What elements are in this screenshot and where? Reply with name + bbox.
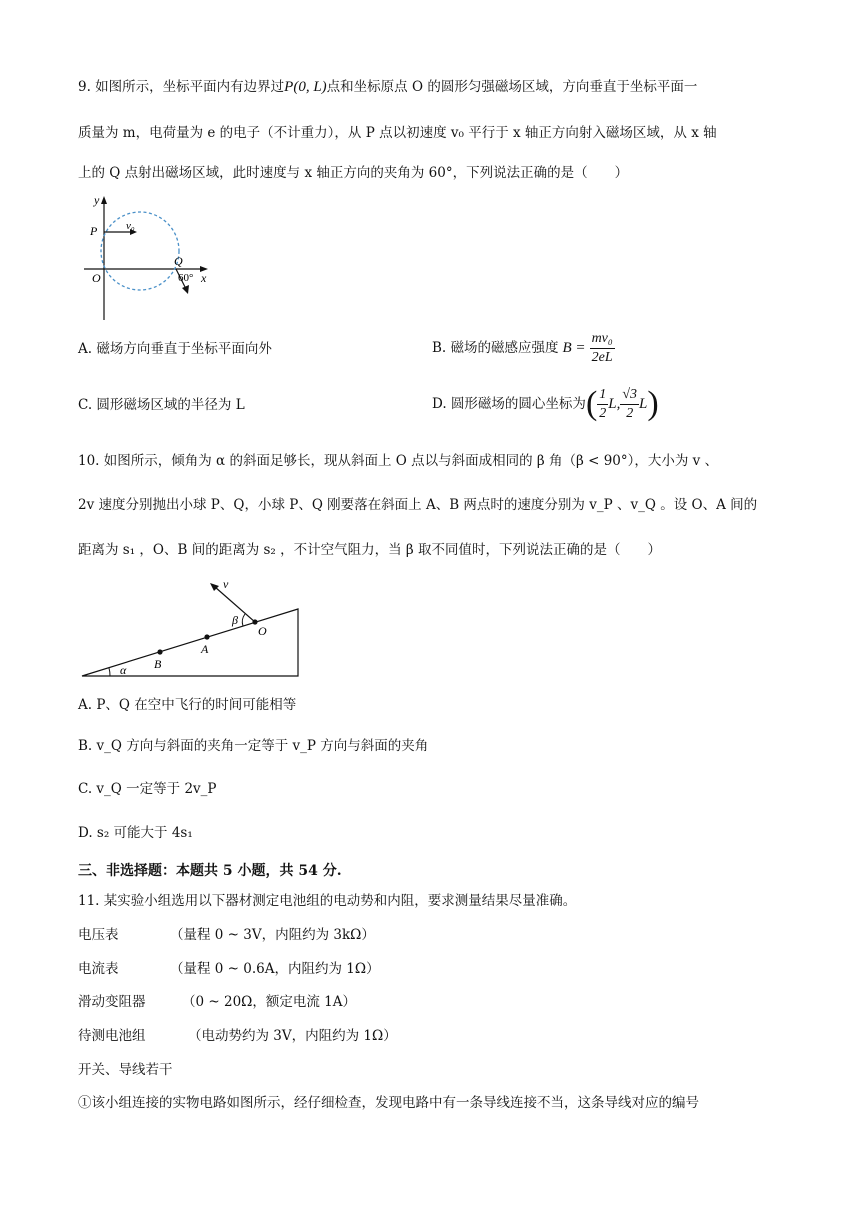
q10-line-3: 距离为 s₁ ，O、B 间的距离为 s₂ ，不计空气阻力，当 β 取不同值时，下列说法正确的是（ ） bbox=[78, 542, 662, 558]
q10-line-1: 10. 如图所示，倾角为 α 的斜面足够长，现从斜面上 O 点以与斜面成相同的 β 角（β < 90°），大小为 v 、 bbox=[78, 453, 719, 469]
q10-incline bbox=[82, 609, 298, 676]
q10-beta-label: β bbox=[232, 613, 238, 627]
q10-point-a bbox=[204, 634, 209, 639]
q9-figure bbox=[80, 190, 220, 325]
q9-option-d-mid: L, bbox=[608, 396, 621, 412]
q9-o-label: O bbox=[92, 271, 101, 285]
q10-alpha-arc bbox=[109, 668, 110, 676]
q10-o-label: O bbox=[258, 624, 267, 638]
q11-step-1: ①该小组连接的实物电路如图所示，经仔细检查，发现电路中有一条导线连接不当，这条导线对应的编号 bbox=[78, 1095, 699, 1111]
q9-line-1-rest: 点和坐标原点 O 的圆形匀强磁场区域，方向垂直于坐标平面一 bbox=[326, 79, 698, 95]
q11-line-1: 11. 某实验小组选用以下器材测定电池组的电动势和内阻，要求测量结果尽量准确。 bbox=[78, 893, 577, 909]
q9-angle-label: 60° bbox=[178, 272, 194, 284]
q10-point-b bbox=[157, 649, 162, 654]
section-3-title: 三、非选择题：本题共 5 小题，共 54 分. bbox=[78, 863, 342, 879]
q9-exit-head bbox=[182, 285, 189, 294]
q10-a-label: A bbox=[201, 642, 209, 656]
q9-option-d-d2: 2 bbox=[626, 405, 634, 421]
q11-item-spec: （量程 0 ~ 3V，内阻约为 3kΩ） bbox=[170, 927, 375, 943]
q10-option-c: C. v_Q 一定等于 2v_P bbox=[78, 781, 217, 797]
q11-item-name: 电流表 bbox=[78, 961, 119, 977]
q11-item-spec: （电动势约为 3V，内阻约为 1Ω） bbox=[188, 1028, 397, 1044]
q10-beta-arc bbox=[242, 614, 245, 626]
q9-point-p: P(0, L) bbox=[284, 79, 327, 95]
q9-y-arrow bbox=[101, 196, 107, 204]
q9-q-label: Q bbox=[174, 254, 183, 268]
q9-p-label: P bbox=[90, 224, 98, 238]
q11-item-name: 待测电池组 bbox=[78, 1028, 146, 1044]
q9-option-d-lparen: ( bbox=[585, 385, 598, 422]
q10-figure bbox=[78, 572, 308, 682]
q9-option-b-numerator: mv₀ bbox=[590, 330, 615, 349]
q9-option-d-n1: 1 bbox=[597, 386, 608, 405]
q9-line-3: 上的 Q 点射出磁场区域，此时速度与 x 轴正方向的夹角为 60°，下列说法正确的是（ ） bbox=[78, 165, 629, 181]
q9-option-b bbox=[432, 326, 615, 370]
q9-option-b-text: B. 磁场的磁感应强度 bbox=[432, 340, 559, 356]
q10-alpha-label: α bbox=[120, 663, 127, 677]
q11-item-spec: （量程 0 ~ 0.6A，内阻约为 1Ω） bbox=[170, 961, 380, 977]
q10-v-label: v bbox=[223, 577, 229, 591]
q11-item-voltmeter bbox=[78, 926, 375, 944]
q11-item-name: 电压表 bbox=[78, 927, 119, 943]
q9-y-label: y bbox=[94, 193, 100, 207]
q9-v0-label: v₀ bbox=[126, 220, 135, 232]
q9-option-d bbox=[432, 380, 659, 428]
q9-option-d-text: D. 圆形磁场的圆心坐标为 bbox=[432, 396, 586, 412]
q10-b-label: B bbox=[154, 657, 162, 671]
q9-option-c: C. 圆形磁场区域的半径为 L bbox=[78, 397, 245, 413]
q9-line-1-text: 9. 如图所示，坐标平面内有边界过 bbox=[78, 79, 285, 95]
q10-option-a: A. P、Q 在空中飞行的时间可能相等 bbox=[78, 697, 297, 713]
q11-item-rheostat bbox=[78, 993, 356, 1011]
q9-option-b-fraction bbox=[590, 330, 615, 367]
q11-item-spec: （0 ~ 20Ω，额定电流 1A） bbox=[182, 994, 356, 1010]
q11-item-name: 滑动变阻器 bbox=[78, 994, 146, 1010]
q9-option-a: A. 磁场方向垂直于坐标平面向外 bbox=[78, 341, 272, 357]
q9-x-label: x bbox=[201, 271, 207, 285]
q11-switch-line: 开关、导线若干 bbox=[78, 1062, 173, 1078]
q9-line-1 bbox=[78, 78, 697, 96]
q9-option-d-end: L bbox=[639, 396, 648, 412]
q10-line-2: 2v 速度分别抛出小球 P、Q，小球 P、Q 刚要落在斜面上 A、B 两点时的速度分别为 v_P 、v_Q 。设 O、A 间的 bbox=[78, 497, 758, 513]
q9-option-d-frac2 bbox=[620, 386, 639, 423]
q9-option-b-denominator: 2eL bbox=[591, 349, 613, 365]
q9-line-2: 质量为 m，电荷量为 e 的电子（不计重力），从 P 点以初速度 v₀ 平行于 x 轴正方向射入磁场区域，从 x 轴 bbox=[78, 125, 717, 141]
q9-option-d-rparen: ) bbox=[647, 385, 659, 422]
q9-option-b-lhs: B = bbox=[562, 340, 586, 356]
q9-option-d-n2: √3 bbox=[620, 386, 639, 405]
q11-item-battery bbox=[78, 1027, 397, 1045]
q9-option-d-d1: 2 bbox=[599, 405, 607, 421]
q9-field-circle bbox=[101, 212, 179, 290]
q10-option-b: B. v_Q 方向与斜面的夹角一定等于 v_P 方向与斜面的夹角 bbox=[78, 738, 429, 754]
q10-option-d: D. s₂ 可能大于 4s₁ bbox=[78, 825, 193, 841]
q9-option-d-frac1 bbox=[597, 386, 608, 423]
q11-item-ammeter bbox=[78, 960, 380, 978]
